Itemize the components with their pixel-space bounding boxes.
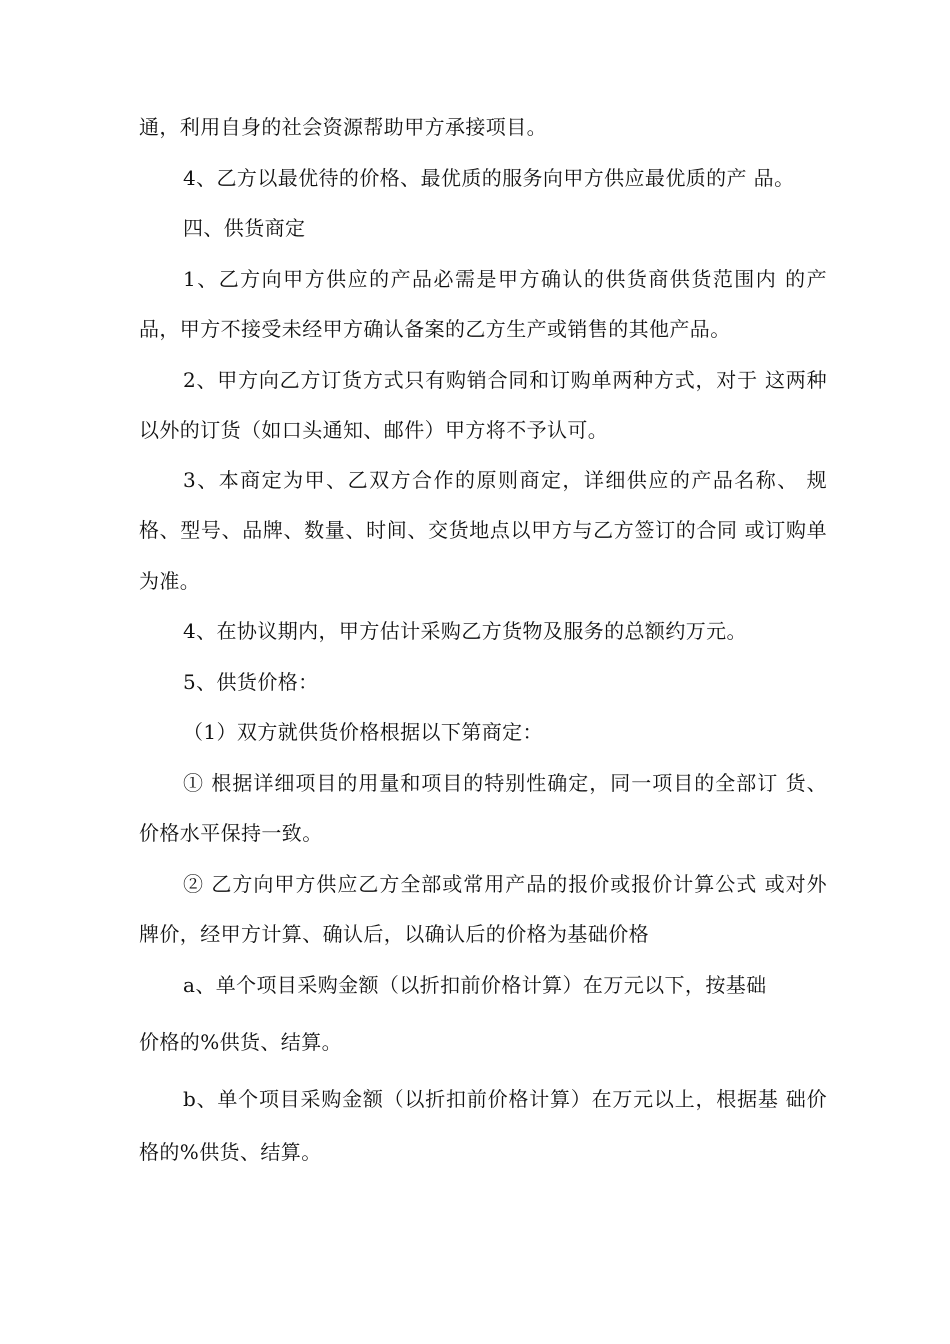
paragraph-line: 为准。 [139,569,201,593]
paragraph-line: 牌价，经甲方计算、确认后，以确认后的价格为基础价格 [139,922,649,946]
paragraph-line: b、单个项目采购金额（以折扣前价格计算）在万元以上，根据基 础价 [183,1087,827,1111]
paragraph-line: 5、供货价格： [183,670,319,694]
paragraph-line: 价格的%供货、结算。 [139,1030,343,1054]
paragraph-line: a、单个项目采购金额（以折扣前价格计算）在万元以下，按基础 [183,973,767,997]
paragraph-line: 4、乙方以最优待的价格、最优质的服务向甲方供应最优质的产 品。 [183,166,795,190]
paragraph-line: 3、本商定为甲、乙双方合作的原则商定，详细供应的产品名称、 规 [183,468,827,492]
paragraph-line: ① 根据详细项目的用量和项目的特别性确定，同一项目的全部订 货、 [183,771,827,795]
paragraph-line: 2、甲方向乙方订货方式只有购销合同和订购单两种方式，对于 这两种 [183,368,827,392]
paragraph-line: 通，利用自身的社会资源帮助甲方承接项目。 [139,115,547,139]
paragraph-line: 以外的订货（如口头通知、邮件）甲方将不予认可。 [139,418,609,442]
paragraph-line: 1、乙方向甲方供应的产品必需是甲方确认的供货商供货范围内 的产 [183,267,827,291]
paragraph-line: 4、在协议期内，甲方估计采购乙方货物及服务的总额约万元。 [183,619,747,643]
paragraph-line: 品，甲方不接受未经甲方确认备案的乙方生产或销售的其他产品。 [139,317,731,341]
paragraph-line: 价格水平保持一致。 [139,821,323,845]
paragraph-line: 格的%供货、结算。 [139,1140,322,1164]
paragraph-line: 格、型号、品牌、数量、时间、交货地点以甲方与乙方签订的合同 或订购单 [139,518,827,542]
section-heading: 四、供货商定 [183,216,306,240]
paragraph-line: ② 乙方向甲方供应乙方全部或常用产品的报价或报价计算公式 或对外 [183,872,827,896]
paragraph-line: （1）双方就供货价格根据以下第商定： [183,720,543,744]
